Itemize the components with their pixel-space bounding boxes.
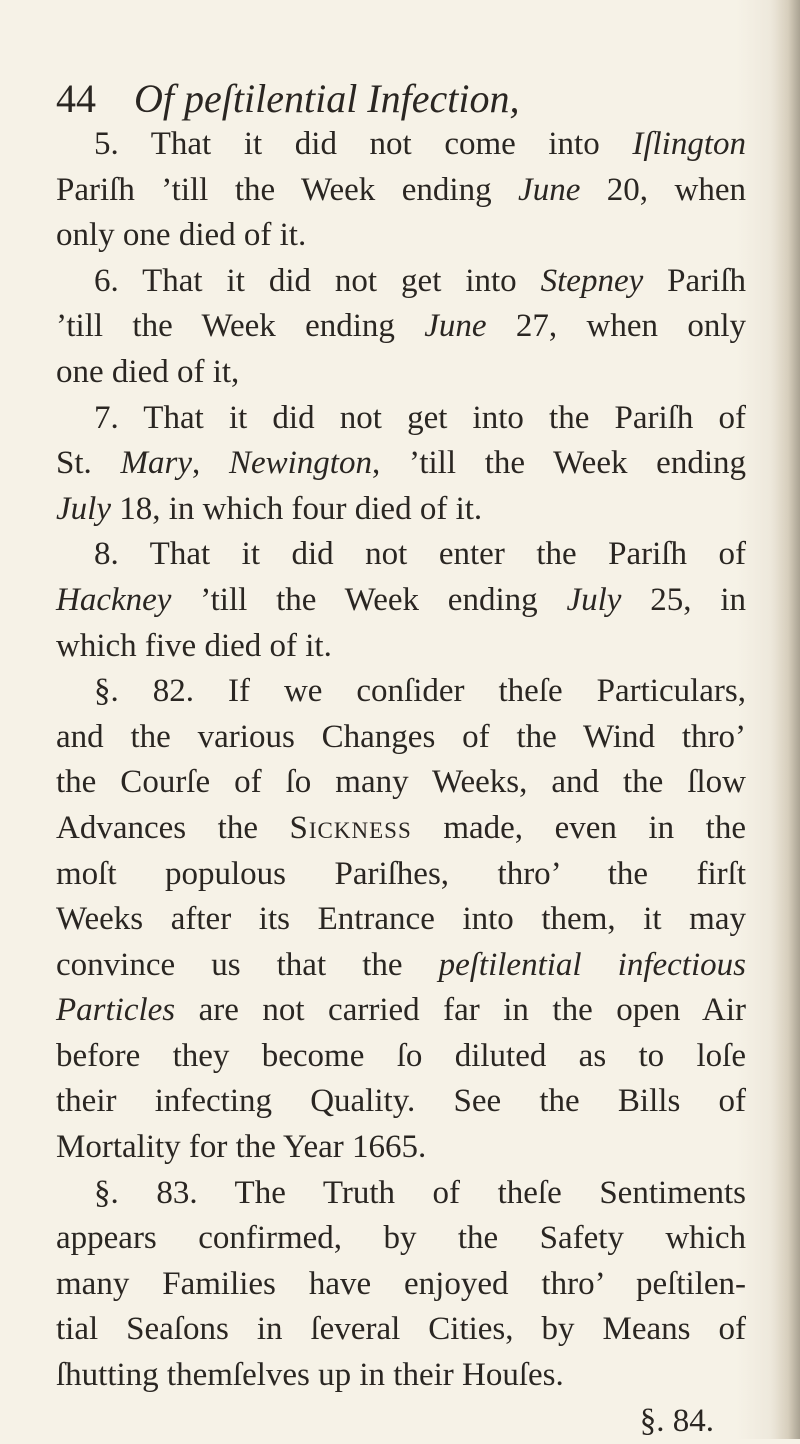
text-run: 6. That it did not get into (94, 262, 541, 299)
text-line (56, 715, 746, 761)
text-run: 25, in (621, 581, 746, 618)
text-line (56, 1079, 746, 1125)
text-line (56, 487, 746, 533)
text-line (56, 1399, 746, 1444)
text-line (56, 897, 746, 943)
text-line (56, 1034, 746, 1080)
italic-text: Particles (56, 992, 176, 1029)
running-title: Of peſtilential Infection, (134, 76, 520, 121)
text-run: Mortality for the Year 1665. (56, 1129, 427, 1166)
text-run: only one died of it. (56, 217, 307, 254)
text-run: §. 82. If we conſider theſe Particulars, (94, 673, 746, 710)
text-run: made, even in the (411, 809, 746, 846)
text-line (56, 1262, 746, 1308)
text-run: Advances the (56, 809, 290, 846)
text-run: ’till the Week ending (171, 581, 567, 618)
text-run: §. 83. The Truth of theſe Sentiments (94, 1174, 746, 1211)
italic-text: peſtilential infectious (438, 946, 746, 983)
italic-text: Mary (120, 445, 192, 482)
text-run: and the various Changes of the Wind thro’ (56, 718, 746, 755)
text-line (56, 624, 746, 670)
body-text (56, 122, 746, 1444)
text-run: 20, when (580, 171, 746, 208)
text-line (56, 1125, 746, 1171)
small-caps-text: Sickness (289, 809, 412, 846)
text-run: 8. That it did not enter the Pariſh of (94, 536, 746, 573)
text-run: their infecting Quality. See the Bills of (56, 1083, 746, 1120)
text-line (56, 259, 746, 305)
text-run: tial Seaſons in ſeveral Cities, by Means of (56, 1311, 746, 1348)
text-run: moſt populous Pariſhes, thro’ the firſt (56, 855, 746, 892)
text-run: many Families have enjoyed thro’ peſtilen- (56, 1265, 746, 1302)
text-run: one died of it, (56, 353, 240, 390)
page-number: 44 (56, 76, 96, 121)
italic-text: July (566, 581, 622, 618)
text-run: Pariſh (643, 262, 747, 299)
italic-text: Hackney (56, 581, 172, 618)
text-run: Weeks after its Entrance into them, it may (56, 901, 746, 938)
text-line (56, 578, 746, 624)
text-line (56, 304, 746, 350)
italic-text: July (56, 490, 111, 527)
text-run: the Courſe of ſo many Weeks, and the ſlow (56, 764, 746, 801)
text-run: , (191, 445, 229, 482)
text-run: 5. That it did not come into (94, 126, 633, 162)
text-line (56, 806, 746, 852)
text-line (56, 350, 746, 396)
text-line (56, 943, 746, 989)
text-line (56, 1307, 746, 1353)
text-line (56, 532, 746, 578)
text-line (56, 669, 746, 715)
text-run: are not carried far in the open Air (175, 992, 746, 1029)
text-line (56, 1353, 746, 1399)
text-line (56, 1171, 746, 1217)
text-run: 27, when only (486, 308, 746, 345)
text-line (56, 441, 746, 487)
italic-text: June (518, 171, 581, 208)
text-run: Pariſh ’till the Week ending (56, 171, 519, 208)
page-header (56, 76, 519, 122)
page-edge-shadow (770, 0, 800, 1439)
text-run: 18, in which four died of it. (110, 490, 483, 527)
italic-text: Newington (228, 445, 372, 482)
text-line (56, 760, 746, 806)
text-run: before they become ſo diluted as to loſe (56, 1037, 746, 1074)
text-run: which five died of it. (56, 627, 332, 664)
italic-text: June (424, 308, 487, 345)
text-run: §. 84. (639, 1402, 714, 1439)
text-line (56, 122, 746, 168)
text-run: , ’till the Week ending (371, 445, 746, 482)
text-line (56, 168, 746, 214)
text-line (56, 852, 746, 898)
text-line (56, 213, 746, 259)
text-run: ’till the Week ending (56, 308, 425, 345)
text-run: St. (56, 445, 121, 482)
text-run: 7. That it did not get into the Pariſh of (94, 399, 746, 436)
text-run: convince us that the (56, 946, 439, 983)
italic-text: Iſlington (632, 126, 746, 162)
text-run: appears confirmed, by the Safety which (56, 1220, 746, 1257)
text-run: ſhutting themſelves up in their Houſes. (56, 1357, 564, 1394)
text-line (56, 988, 746, 1034)
text-line (56, 396, 746, 442)
italic-text: Stepney (540, 262, 644, 299)
text-line (56, 1216, 746, 1262)
